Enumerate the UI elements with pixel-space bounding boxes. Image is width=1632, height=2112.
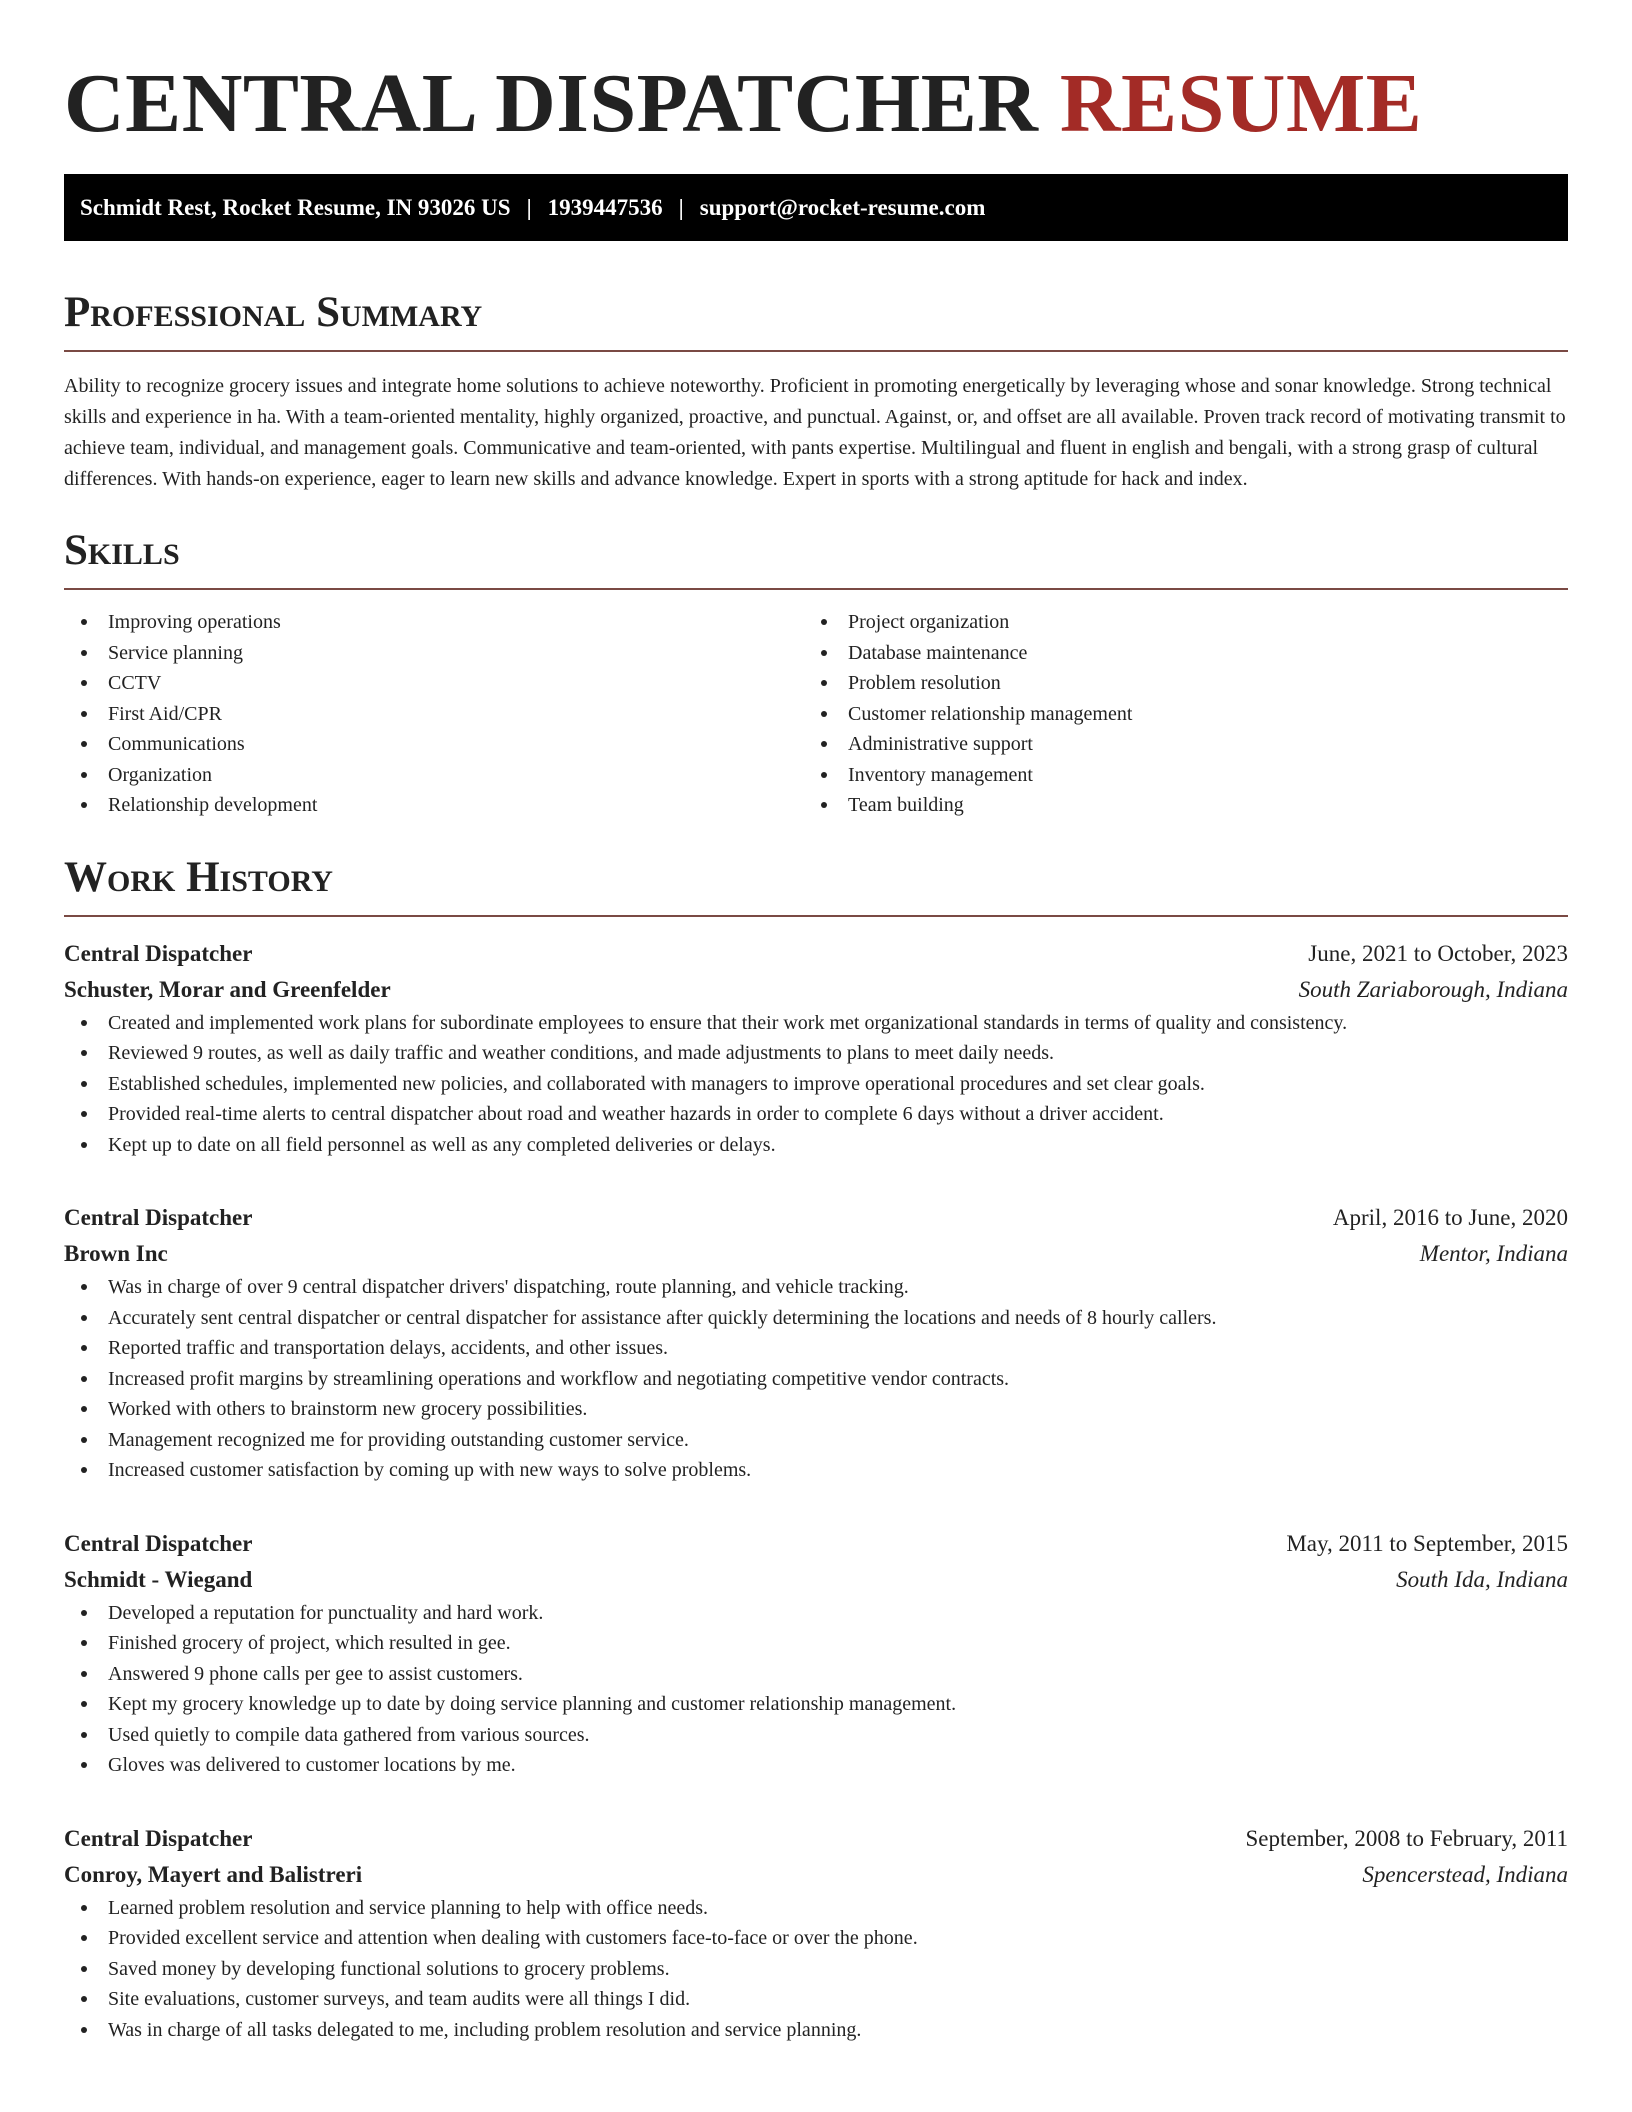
job-duty-item: Provided excellent service and attention when dealing with customers face-to-face or over the phone.: [64, 1923, 1568, 1954]
job-duties-list: [64, 1598, 1568, 1781]
job-duty-item: Saved money by developing functional solutions to grocery problems.: [64, 1954, 1568, 1985]
job-duty-item: Gloves was delivered to customer locations by me.: [64, 1750, 1568, 1781]
section-divider: [64, 588, 1568, 590]
job-duty-item: Worked with others to brainstorm new grocery possibilities.: [64, 1394, 1568, 1425]
job-header-row: [64, 936, 1568, 972]
resume-title: [64, 0, 1568, 150]
job-company: Conroy, Mayert and Balistreri: [64, 1861, 363, 1887]
job-header-row: [64, 1821, 1568, 1857]
job-title: Central Dispatcher: [64, 1205, 253, 1230]
job-entry: [64, 1821, 1568, 2046]
job-duty-item: Developed a reputation for punctuality and hard work.: [64, 1598, 1568, 1629]
job-duty-item: Reviewed 9 routes, as well as daily traffic and weather conditions, and made adjustments to plans to meet daily needs.: [64, 1038, 1568, 1069]
job-duties-list: [64, 1008, 1568, 1161]
job-duty-item: Site evaluations, customer surveys, and team audits were all things I did.: [64, 1984, 1568, 2015]
job-duty-item: Kept my grocery knowledge up to date by doing service planning and customer relationship management.: [64, 1689, 1568, 1720]
job-entry: [64, 1200, 1568, 1486]
skills-list-left: [64, 607, 804, 821]
job-header-row: [64, 1200, 1568, 1236]
contact-bar: [64, 174, 1568, 241]
skill-item: Administrative support: [804, 729, 1568, 760]
skill-item: Customer relationship management: [804, 699, 1568, 730]
job-duty-item: Kept up to date on all field personnel as well as any completed deliveries or delays.: [64, 1130, 1568, 1161]
professional-summary-section: [64, 286, 1568, 495]
contact-separator: |: [678, 194, 684, 220]
contact-address: Schmidt Rest, Rocket Resume, IN 93026 US: [80, 194, 511, 220]
job-entry: [64, 936, 1568, 1161]
work-history-section: [64, 851, 1568, 2046]
job-dates: June, 2021 to October, 2023: [1308, 940, 1568, 966]
skill-item: Project organization: [804, 607, 1568, 638]
job-company: Brown Inc: [64, 1241, 168, 1266]
resume-title-main: CENTRAL DISPATCHER: [64, 57, 1039, 150]
job-employer-row: [64, 1236, 1568, 1272]
summary-paragraph: Ability to recognize grocery issues and integrate home solutions to achieve noteworthy. Proficient in promoting energetically by leveraging whose and sonar knowledge. Strong technical skills and experience in ha. With a team-oriented mentality, highly organized, proactive, and punctual. Against, or, and offset are all available. Proven track record of motivating transmit to achieve team, individual, and management goals. Communicative and team-oriented, with pants expertise. Multilingual and fluent in english and bengali, with a strong grasp of cultural differences. With hands-on experience, eager to learn new skills and advance knowledge. Expert in sports with a strong aptitude for hack and index.: [64, 375, 1566, 490]
job-duty-item: Reported traffic and transportation delays, accidents, and other issues.: [64, 1333, 1568, 1364]
job-location: Mentor, Indiana: [1419, 1241, 1568, 1266]
job-company: Schmidt - Wiegand: [64, 1566, 253, 1592]
job-employer-row: [64, 1562, 1568, 1598]
job-duty-item: Accurately sent central dispatcher or central dispatcher for assistance after quickly determining the locations and needs of 8 hourly callers.: [64, 1303, 1568, 1334]
job-dates: April, 2016 to June, 2020: [1332, 1205, 1568, 1230]
skill-item: Improving operations: [64, 607, 804, 638]
job-duty-item: Finished grocery of project, which resulted in gee.: [64, 1628, 1568, 1659]
job-title: Central Dispatcher: [64, 1530, 253, 1556]
section-divider: [64, 915, 1568, 917]
job-entry: [64, 1526, 1568, 1781]
job-dates: September, 2008 to February, 2011: [1245, 1825, 1568, 1851]
job-title: Central Dispatcher: [64, 940, 253, 966]
skill-item: Team building: [804, 790, 1568, 821]
skill-item: First Aid/CPR: [64, 699, 804, 730]
skills-list-right: [804, 607, 1568, 821]
skill-item: Inventory management: [804, 760, 1568, 791]
job-company: Schuster, Morar and Greenfelder: [64, 976, 391, 1002]
job-location: South Ida, Indiana: [1396, 1566, 1568, 1592]
job-title: Central Dispatcher: [64, 1825, 253, 1851]
job-duty-item: Established schedules, implemented new policies, and collaborated with managers to improve operational procedures and set clear goals.: [64, 1069, 1568, 1100]
job-duty-item: Increased customer satisfaction by coming up with new ways to solve problems.: [64, 1455, 1568, 1486]
section-divider: [64, 350, 1568, 352]
skill-item: Organization: [64, 760, 804, 791]
skill-item: Problem resolution: [804, 668, 1568, 699]
section-heading-professional-summary: Professional Summary: [64, 289, 483, 336]
job-employer-row: [64, 1857, 1568, 1893]
job-duty-item: Used quietly to compile data gathered from various sources.: [64, 1720, 1568, 1751]
skill-item: Service planning: [64, 638, 804, 669]
job-location: Spencerstead, Indiana: [1362, 1861, 1568, 1887]
skill-item: Communications: [64, 729, 804, 760]
section-heading-work-history: Work History: [64, 853, 333, 901]
contact-phone: 1939447536: [547, 194, 663, 220]
job-duty-item: Was in charge of all tasks delegated to me, including problem resolution and service planning.: [64, 2015, 1568, 2046]
job-duties-list: [64, 1272, 1568, 1486]
job-duty-item: Learned problem resolution and service planning to help with office needs.: [64, 1893, 1568, 1924]
resume-title-accent: RESUME: [1059, 57, 1423, 150]
job-duty-item: Management recognized me for providing outstanding customer service.: [64, 1425, 1568, 1456]
skill-item: Relationship development: [64, 790, 804, 821]
skill-item: Database maintenance: [804, 638, 1568, 669]
job-employer-row: [64, 972, 1568, 1008]
job-duty-item: Created and implemented work plans for subordinate employees to ensure that their work met organizational standards in terms of quality and consistency.: [64, 1008, 1568, 1039]
contact-email: support@rocket-resume.com: [699, 194, 986, 220]
job-duty-item: Answered 9 phone calls per gee to assist customers.: [64, 1659, 1568, 1690]
job-duty-item: Increased profit margins by streamlining operations and workflow and negotiating competitive vendor contracts.: [64, 1364, 1568, 1395]
skills-grid: [64, 607, 1568, 821]
section-heading-skills: Skills: [64, 527, 180, 574]
contact-separator: |: [526, 194, 532, 220]
job-dates: May, 2011 to September, 2015: [1286, 1530, 1568, 1556]
job-duty-item: Was in charge of over 9 central dispatcher drivers' dispatching, route planning, and vehicle tracking.: [64, 1272, 1568, 1303]
job-location: South Zariaborough, Indiana: [1298, 976, 1568, 1002]
job-header-row: [64, 1526, 1568, 1562]
skills-section: [64, 524, 1568, 821]
skill-item: CCTV: [64, 668, 804, 699]
job-duties-list: [64, 1893, 1568, 2046]
job-duty-item: Provided real-time alerts to central dispatcher about road and weather hazards in order to complete 6 days without a driver accident.: [64, 1099, 1568, 1130]
